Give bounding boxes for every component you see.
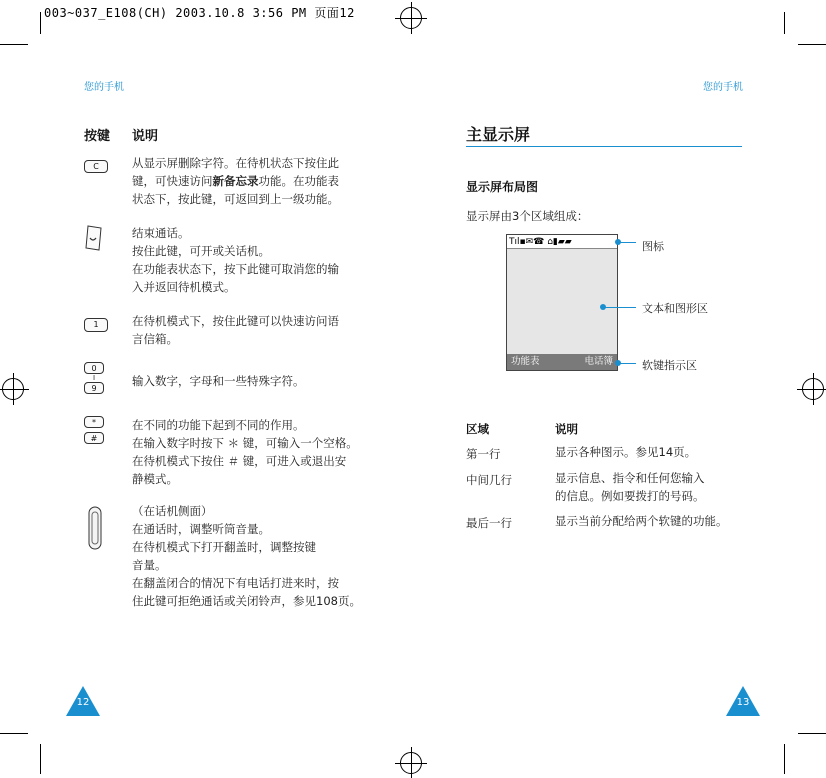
intro-text: 显示屏由3个区域组成： xyxy=(466,209,589,223)
table-row-description: 显示信息、指令和任何您输入 的信息。例如要拨打的号码。 xyxy=(555,471,705,503)
key-description: （在话机侧面） 在通话时，调整听筒音量。 在待机模式下打开翻盖时，调整按键 音量。 在翻盖闭合的情况下有电话打进来时，按 住此键可拒绝通话或关闭铃声，参见108页。 xyxy=(132,504,361,608)
key-row-clear xyxy=(84,154,384,208)
page-number-badge-right xyxy=(726,686,760,716)
crop-mark xyxy=(798,44,826,45)
key-column-header: 按键 xyxy=(84,129,111,144)
page-number-badge-left xyxy=(66,686,100,716)
description-column-header: 说明 xyxy=(132,129,159,144)
registration-mark xyxy=(802,378,824,400)
table-row-region: 第一行 xyxy=(466,447,501,461)
section-subheading: 显示屏布局图 xyxy=(466,180,539,194)
running-head-right: 您的手机 xyxy=(703,82,743,93)
table-row-description: 显示当前分配给两个软键的功能。 xyxy=(555,514,728,528)
registration-mark xyxy=(400,7,422,29)
key-row-side-volume xyxy=(84,502,384,610)
crop-mark xyxy=(784,12,785,34)
crop-mark xyxy=(0,44,28,45)
table-header-description: 说明 xyxy=(555,422,578,436)
crop-mark xyxy=(0,733,28,734)
softkey-left-label: 功能表 xyxy=(511,356,540,367)
side-volume-key-icon xyxy=(88,506,102,554)
key-description: 输入数字，字母和一些特殊字符。 xyxy=(132,374,305,388)
title-divider xyxy=(466,146,742,147)
display-diagram xyxy=(506,234,618,371)
star-hash-keys-icon: * # xyxy=(84,416,104,444)
registration-mark xyxy=(400,752,422,774)
callout-text-area: 文本和图形区 xyxy=(642,302,708,315)
softkey-right-label: 电话簿 xyxy=(584,356,613,367)
page-number: 13 xyxy=(736,697,750,708)
crop-mark xyxy=(798,733,826,734)
callout-icons: 图标 xyxy=(642,240,664,253)
crop-mark xyxy=(784,744,785,774)
text-fragment: 键，可快速访问 xyxy=(132,174,213,188)
key-description: 从显示屏删除字符。在待机状态下按住此 键，可快速访问新备忘录功能。在功能表 状态下，按此键，可返回到上一级功能。 xyxy=(132,156,339,206)
page-title: 主显示屏 xyxy=(466,125,531,144)
registration-mark xyxy=(2,378,24,400)
softkey-bar xyxy=(507,354,617,370)
number-keys-icon: 0 I 9 xyxy=(84,362,104,394)
callout-line xyxy=(605,307,636,308)
key-row-voicemail xyxy=(84,312,384,348)
key-description: 在不同的功能下起到不同的作用。 在输入数字时按下 ＊ 键，可输入一个空格。 在待机模式下按住 ＃ 键，可进入或退出安 静模式。 xyxy=(132,418,358,486)
callout-line xyxy=(620,363,636,364)
callout-softkey-area: 软键指示区 xyxy=(642,359,697,372)
key-row-end xyxy=(84,224,384,296)
running-head-left: 您的手机 xyxy=(84,82,124,93)
clear-key-icon: C xyxy=(84,154,108,173)
key-description: 结束通话。 按住此键，可开或关话机。 在功能表状态下，按下此键可取消您的输 入并返回待机模式。 xyxy=(132,226,339,294)
table-row-region: 最后一行 xyxy=(466,516,512,530)
key-row-star-hash xyxy=(84,416,384,488)
voicemail-key-icon: 1 xyxy=(84,312,108,332)
crop-mark xyxy=(40,744,41,774)
icon-bar: Tıl▪︎✉☎ ⌂▮▰▰ xyxy=(507,235,617,249)
table-row-description: 显示各种图示。参见14页。 xyxy=(555,445,697,459)
page-number: 12 xyxy=(76,697,90,708)
print-header: 003~037_E108(CH) 2003.10.8 3:56 PM 页面12 xyxy=(44,6,355,20)
callout-line xyxy=(620,242,636,243)
end-key-icon xyxy=(84,224,104,256)
table-header-region: 区域 xyxy=(466,422,489,436)
key-description: 在待机模式下，按住此键可以快速访问语 言信箱。 xyxy=(132,314,339,346)
crop-mark xyxy=(40,12,41,34)
text-fragment: 功能。在功能表 xyxy=(258,174,339,188)
bold-phrase: 新备忘录 xyxy=(212,174,259,188)
key-row-number-keys xyxy=(84,362,384,398)
table-row-region: 中间几行 xyxy=(466,473,512,487)
